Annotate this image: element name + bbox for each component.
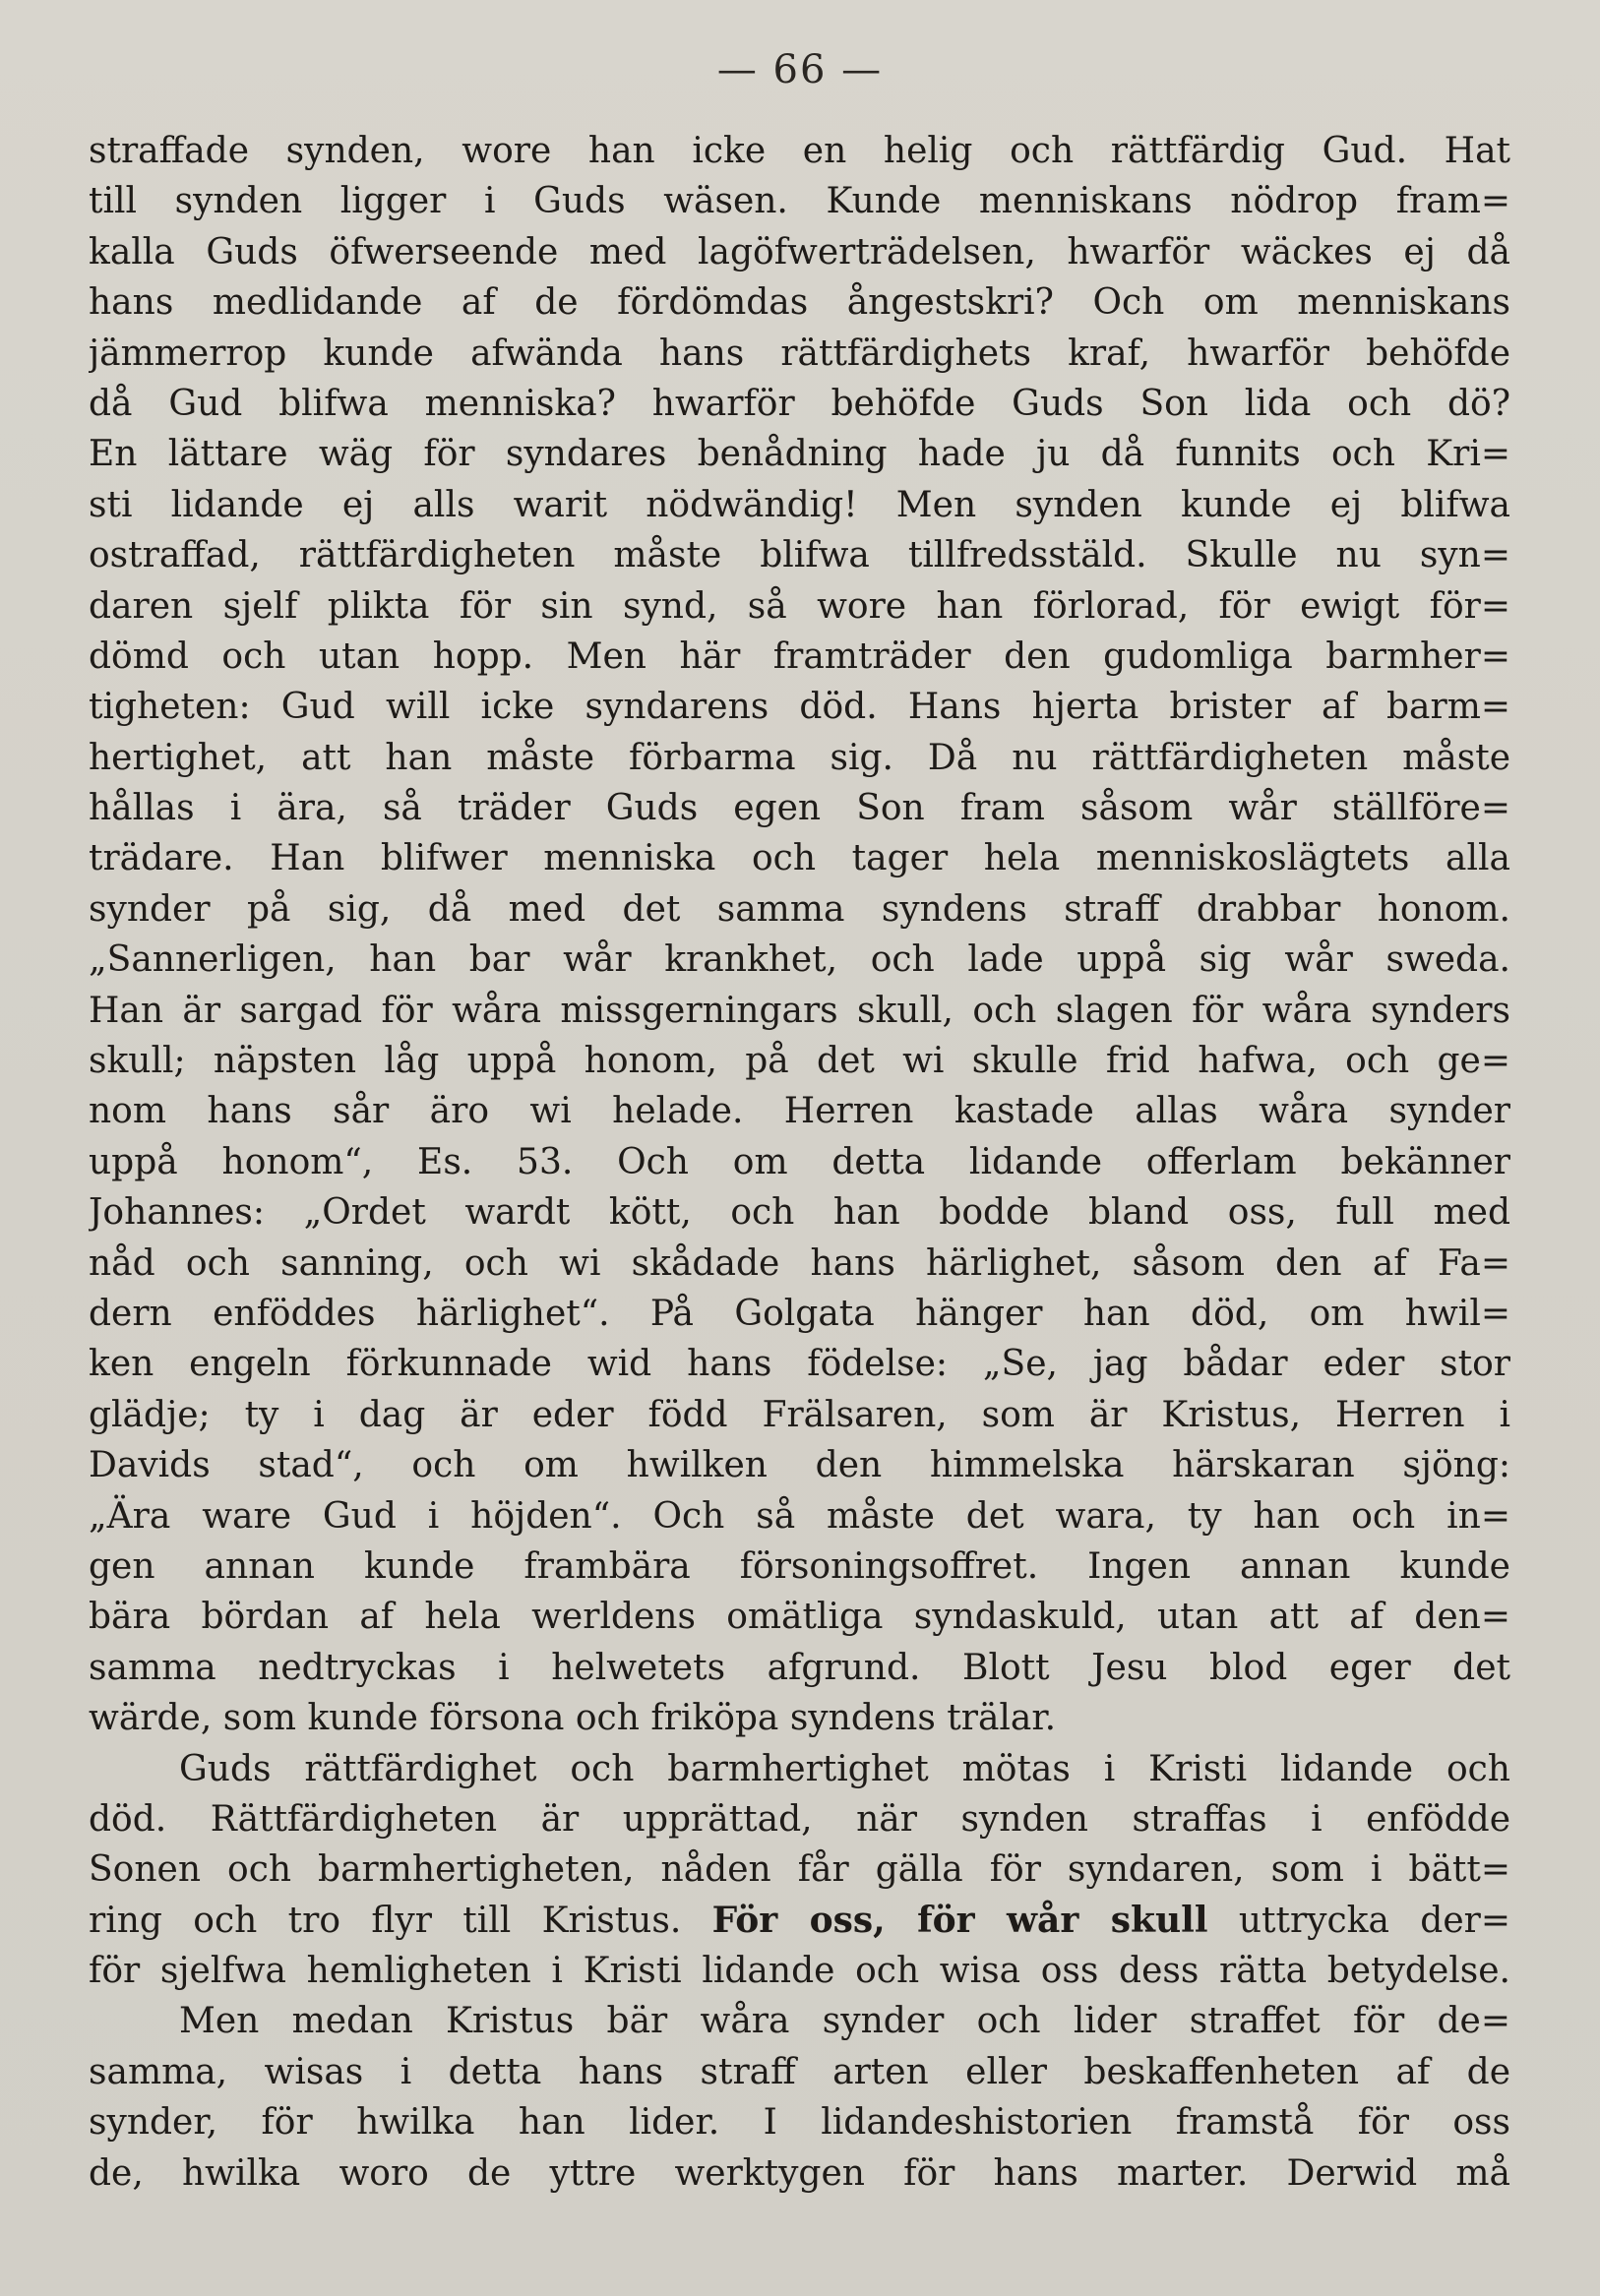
text-segment: för sjelfwa hemligheten i Kristi lidande och wisa oss dess rätta betydelse. xyxy=(89,1951,1510,1992)
text-segment: Men medan Kristus bär wåra synder och lider straffet för de= xyxy=(179,2001,1510,2042)
text-line xyxy=(89,1289,1510,1339)
text-segment: synder, för hwilka han lider. I lidandeshistorien framstå för oss xyxy=(89,2102,1510,2144)
text-segment: uttrycka der= xyxy=(1207,1900,1510,1941)
text-line xyxy=(89,1036,1510,1086)
text-segment: En lättare wäg för syndares benådning hade ju då funnits och Kri= xyxy=(89,434,1510,475)
text-line xyxy=(89,1592,1510,1642)
text-segment: nåd och sanning, och wi skådade hans härlighet, såsom den af Fa= xyxy=(89,1242,1510,1284)
text-line xyxy=(89,935,1510,985)
text-segment: daren sjelf plikta för sin synd, så wore han förlorad, för ewigt för= xyxy=(89,585,1510,627)
text-segment: hållas i ära, så träder Guds egen Son fram såsom wår ställföre= xyxy=(89,788,1510,829)
text-line xyxy=(89,530,1510,580)
text-line xyxy=(89,1946,1510,1996)
body-text xyxy=(89,126,1510,2199)
text-segment: synder på sig, då med det samma syndens straff drabbar honom. xyxy=(89,888,1510,930)
text-line xyxy=(89,1844,1510,1895)
text-line xyxy=(89,884,1510,935)
text-segment: till synden ligger i Guds wäsen. Kunde menniskans nödrop fram= xyxy=(89,181,1510,222)
text-segment: dömd och utan hopp. Men här framträder den gudomliga barmher= xyxy=(89,635,1510,677)
text-segment: Johannes: „Ordet wardt kött, och han bodde bland oss, full med xyxy=(89,1192,1510,1234)
text-segment: Han är sargad för wåra missgerningars skull, och slagen för wåra synders xyxy=(89,990,1510,1031)
text-segment: straffade synden, wore han icke en helig och rättfärdig Gud. Hat xyxy=(89,131,1510,171)
text-line xyxy=(89,277,1510,328)
text-line xyxy=(89,986,1510,1036)
text-line xyxy=(89,1137,1510,1187)
text-line xyxy=(89,1744,1510,1794)
text-line xyxy=(89,1643,1510,1693)
text-line xyxy=(89,2148,1510,2199)
text-line xyxy=(89,1390,1510,1440)
text-line xyxy=(89,429,1510,479)
text-segment: bära bördan af hela werldens omätliga syndaskuld, utan att af den= xyxy=(89,1597,1510,1638)
text-line xyxy=(89,783,1510,833)
text-segment: „Ära ware Gud i höjden“. Och så måste det wara, ty han och in= xyxy=(89,1495,1510,1537)
text-segment: sti lidande ej alls warit nödwändig! Men synden kunde ej blifwa xyxy=(89,484,1510,525)
text-segment: samma, wisas i detta hans straff arten eller beskaffenheten af de xyxy=(89,2051,1510,2092)
text-segment: dern enföddes härlighet“. På Golgata hänger han död, om hwil= xyxy=(89,1293,1510,1334)
text-line xyxy=(89,1996,1510,2046)
text-line xyxy=(89,480,1510,530)
text-segment: „Sannerligen, han bar wår krankhet, och lade uppå sig wår sweda. xyxy=(89,939,1510,981)
text-line xyxy=(89,329,1510,379)
text-segment: trädare. Han blifwer menniska och tager hela menniskoslägtets alla xyxy=(89,838,1510,879)
text-line xyxy=(89,1794,1510,1844)
text-segment: uppå honom“, Es. 53. Och om detta lidande offerlam bekänner xyxy=(89,1141,1510,1182)
text-line xyxy=(89,1491,1510,1541)
text-segment: hans medlidande af de fördömdas ångestskri? Och om menniskans xyxy=(89,282,1510,324)
text-segment: hertighet, att han måste förbarma sig. Då nu rättfärdigheten måste xyxy=(89,737,1510,778)
text-line xyxy=(89,733,1510,783)
text-line xyxy=(89,126,1510,176)
text-line xyxy=(89,1239,1510,1289)
text-segment: då Gud blifwa menniska? hwarför behöfde Guds Son lida och dö? xyxy=(89,383,1510,424)
text-line xyxy=(89,2047,1510,2097)
text-line xyxy=(89,1086,1510,1136)
text-segment: jämmerrop kunde afwända hans rättfärdighets kraf, hwarför behöfde xyxy=(89,332,1510,374)
emphasis-text: För oss, för wår skull xyxy=(711,1899,1208,1941)
text-segment: de, hwilka woro de yttre werktygen för hans marter. Derwid må xyxy=(89,2152,1510,2194)
text-line xyxy=(89,682,1510,732)
text-segment: samma nedtryckas i helwetets afgrund. Blott Jesu blod eger det xyxy=(89,1647,1510,1688)
text-segment: kalla Guds öfwerseende med lagöfwerträdelsen, hwarför wäckes ej då xyxy=(89,231,1510,272)
text-segment: wärde, som kunde försona och friköpa syndens trälar. xyxy=(89,1698,1057,1739)
text-line xyxy=(89,1693,1510,1743)
page-number: — 66 — xyxy=(716,47,884,92)
text-line xyxy=(89,1896,1510,1946)
text-segment: glädje; ty i dag är eder född Frälsaren, som är Kristus, Herren i xyxy=(89,1394,1510,1435)
text-line xyxy=(89,581,1510,632)
text-segment: ring och tro flyr till Kristus. xyxy=(89,1900,712,1941)
text-line xyxy=(89,1187,1510,1238)
text-line xyxy=(89,2097,1510,2147)
text-line xyxy=(89,1541,1510,1592)
text-segment: skull; näpsten låg uppå honom, på det wi skulle frid hafwa, och ge= xyxy=(89,1041,1510,1082)
text-line xyxy=(89,632,1510,682)
text-segment: Sonen och barmhertigheten, nåden får gälla för syndaren, som i bätt= xyxy=(89,1849,1510,1891)
text-segment: Davids stad“, och om hwilken den himmelska härskaran sjöng: xyxy=(89,1445,1510,1486)
text-segment: gen annan kunde frambära försoningsoffret. Ingen annan kunde xyxy=(89,1545,1510,1587)
text-segment: ostraffad, rättfärdigheten måste blifwa tillfredsstäld. Skulle nu syn= xyxy=(89,535,1510,576)
text-segment: tigheten: Gud will icke syndarens död. Hans hjerta brister af barm= xyxy=(89,687,1510,728)
text-segment: död. Rättfärdigheten är upprättad, när synden straffas i enfödde xyxy=(89,1798,1510,1840)
text-line xyxy=(89,379,1510,429)
text-line xyxy=(89,227,1510,277)
text-segment: nom hans sår äro wi helade. Herren kastade allas wåra synder xyxy=(89,1091,1510,1132)
text-segment: ken engeln förkunnade wid hans födelse: „Se, jag bådar eder stor xyxy=(89,1344,1510,1385)
text-line xyxy=(89,833,1510,883)
text-line xyxy=(89,176,1510,226)
text-line xyxy=(89,1339,1510,1389)
text-line xyxy=(89,1440,1510,1490)
text-segment: Guds rättfärdighet och barmhertighet mötas i Kristi lidande och xyxy=(179,1748,1510,1789)
